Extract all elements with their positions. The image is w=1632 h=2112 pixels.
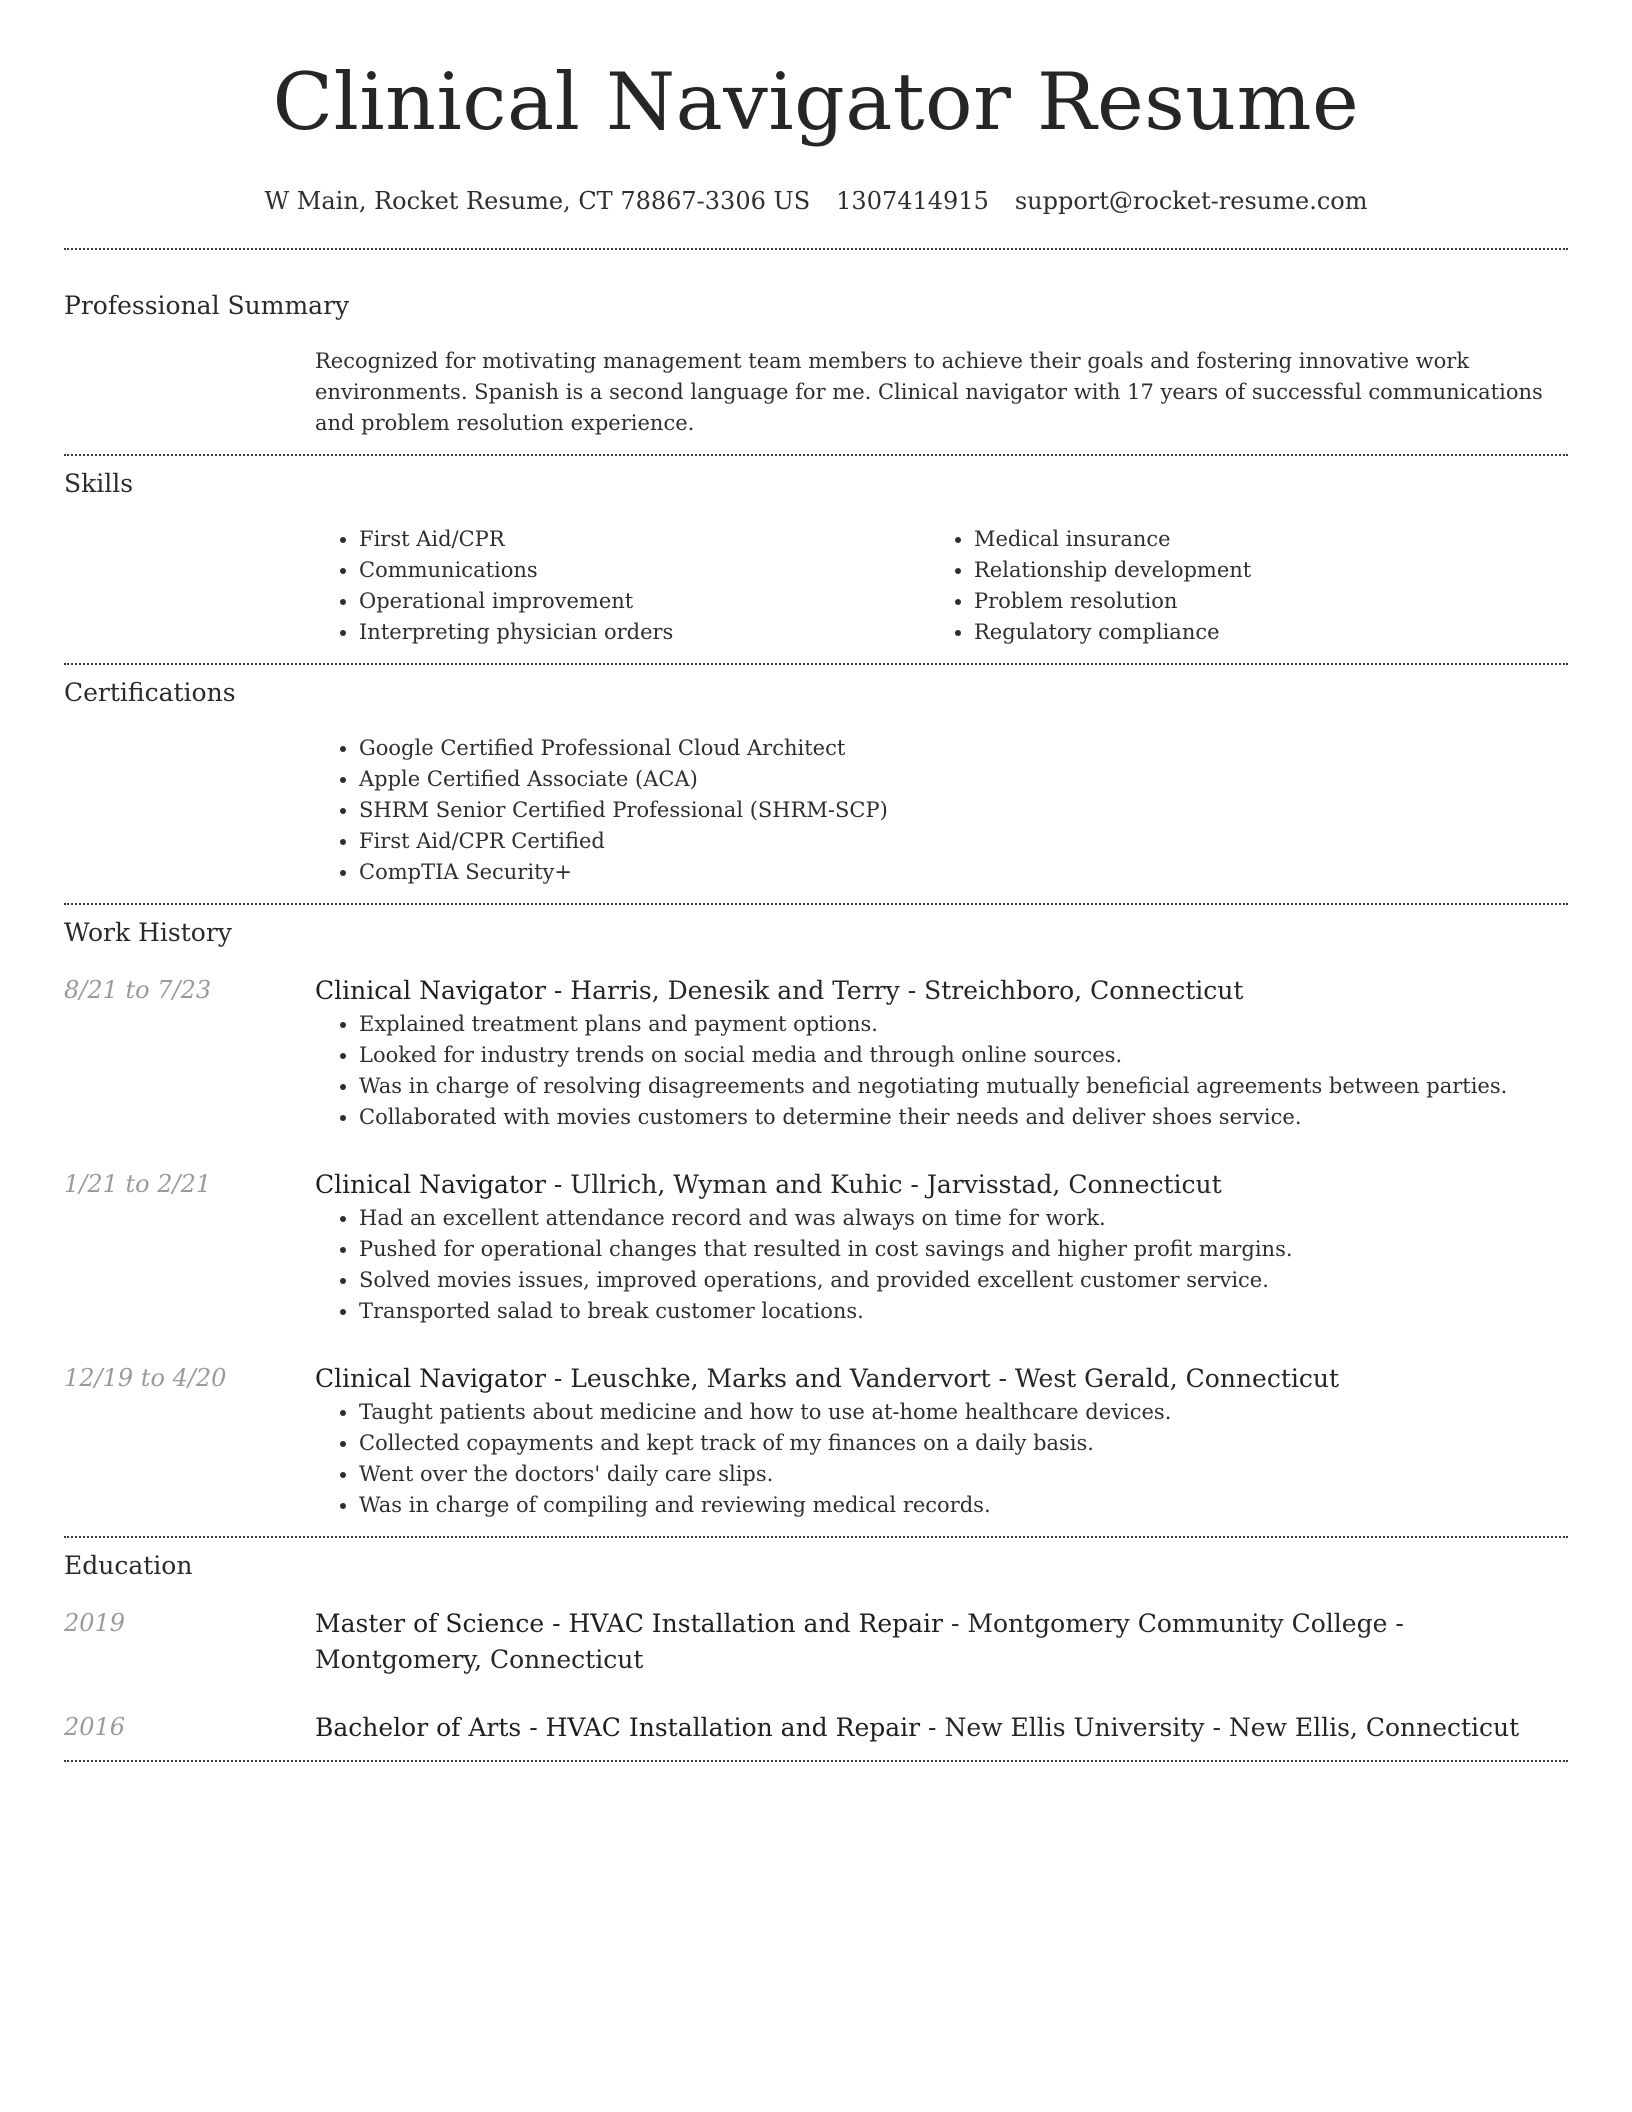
work-entry-bullets (315, 1397, 1568, 1521)
work-entry-bullets (315, 1009, 1568, 1133)
education-entry-date: 2019 (64, 1609, 126, 1637)
list-item: • Pushed for operational changes that resulted in cost savings and higher profit margins. (359, 1234, 1568, 1265)
skills-grid (315, 524, 1568, 648)
list-item: • Had an excellent attendance record and was always on time for work. (359, 1203, 1568, 1234)
list-item: • Communications (359, 555, 930, 586)
education-school: - Montgomery Community College - Montgomery, Connecticut (315, 1609, 1404, 1674)
education-entry-body (315, 1710, 1568, 1746)
section-title-work-history: Work History (64, 918, 232, 947)
list-item: • Interpreting physician orders (359, 617, 930, 648)
education-section (64, 1538, 1568, 1760)
list-item: • Medical insurance (974, 524, 1568, 555)
list-item: • Relationship development (974, 555, 1568, 586)
education-degree: Master of Science - HVAC Installation and Repair (315, 1609, 943, 1638)
section-title-skills: Skills (64, 469, 134, 498)
work-entry-body (315, 973, 1568, 1133)
list-item: • Problem resolution (974, 586, 1568, 617)
list-item: • Operational improvement (359, 586, 930, 617)
education-entry (64, 1606, 1568, 1678)
summary-text: Recognized for motivating management team members to achieve their goals and fostering innovative work environments. Spanish is a second language for me. Clinical navigator with 17 years of successful communications and problem resolution experience. (315, 349, 1543, 435)
work-entry-heading (315, 1167, 1568, 1203)
certifications-list (315, 733, 1568, 888)
work-entry-body (315, 1167, 1568, 1327)
work-entry-role: Clinical Navigator (315, 976, 546, 1005)
work-entry (64, 1361, 1568, 1521)
certifications-list-wrap (315, 733, 1568, 888)
certifications-section (64, 665, 1568, 888)
work-entry-date: 1/21 to 2/21 (64, 1170, 212, 1198)
list-item: • Collaborated with movies customers to determine their needs and deliver shoes service. (359, 1102, 1568, 1133)
list-item: • Looked for industry trends on social media and through online sources. (359, 1040, 1568, 1071)
skills-list-right (930, 524, 1568, 648)
education-entry-body (315, 1606, 1568, 1678)
work-entry-role: Clinical Navigator (315, 1364, 546, 1393)
work-entry-role: Clinical Navigator (315, 1170, 546, 1199)
list-item: • Was in charge of compiling and reviewing medical records. (359, 1490, 1568, 1521)
education-degree: Bachelor of Arts - HVAC Installation and Repair (315, 1713, 921, 1742)
skills-section (64, 456, 1568, 648)
work-entry-body (315, 1361, 1568, 1521)
section-title-education: Education (64, 1551, 193, 1580)
list-item: • Apple Certified Associate (ACA) (359, 764, 1568, 795)
contact-phone: 1307414915 (836, 187, 989, 215)
work-entry-date: 8/21 to 7/23 (64, 976, 212, 1004)
list-item: • SHRM Senior Certified Professional (SHRM-SCP) (359, 795, 1568, 826)
work-entry-heading (315, 973, 1568, 1009)
section-divider (64, 1760, 1568, 1762)
list-item: • Regulatory compliance (974, 617, 1568, 648)
list-item: • First Aid/CPR Certified (359, 826, 1568, 857)
work-entry-heading (315, 1361, 1568, 1397)
list-item: • Went over the doctors' daily care slips. (359, 1459, 1568, 1490)
education-entry-heading (315, 1710, 1568, 1746)
section-title-certifications: Certifications (64, 678, 236, 707)
list-item: • Transported salad to break customer locations. (359, 1296, 1568, 1327)
summary-section (64, 250, 1568, 439)
skills-list-left (315, 524, 930, 648)
work-entry-employer: - Ullrich, Wyman and Kuhic - Jarvisstad, Connecticut (545, 1170, 1222, 1199)
work-entry-bullets (315, 1203, 1568, 1327)
contact-email: support@rocket-resume.com (1014, 187, 1368, 215)
education-entry-heading (315, 1606, 1568, 1678)
list-item: • Was in charge of resolving disagreements and negotiating mutually beneficial agreements between parties. (359, 1071, 1568, 1102)
list-item: • Taught patients about medicine and how to use at-home healthcare devices. (359, 1397, 1568, 1428)
education-entry (64, 1710, 1568, 1746)
list-item: • Collected copayments and kept track of my finances on a daily basis. (359, 1428, 1568, 1459)
list-item: • Explained treatment plans and payment options. (359, 1009, 1568, 1040)
work-entry (64, 973, 1568, 1133)
work-entry-employer: - Harris, Denesik and Terry - Streichboro, Connecticut (545, 976, 1244, 1005)
page-title: Clinical Navigator Resume (272, 56, 1360, 148)
section-title-summary: Professional Summary (64, 291, 350, 320)
list-item: • CompTIA Security+ (359, 857, 1568, 888)
list-item: • First Aid/CPR (359, 524, 930, 555)
work-history-section (64, 905, 1568, 1536)
education-school: - New Ellis University - New Ellis, Connecticut (920, 1713, 1520, 1742)
work-entry (64, 1167, 1568, 1327)
contact-line (64, 186, 1568, 216)
list-item: • Solved movies issues, improved operations, and provided excellent customer service. (359, 1265, 1568, 1296)
work-entry-date: 12/19 to 4/20 (64, 1364, 227, 1392)
contact-address: W Main, Rocket Resume, CT 78867-3306 US (264, 187, 811, 215)
list-item: • Google Certified Professional Cloud Architect (359, 733, 1568, 764)
work-entry-employer: - Leuschke, Marks and Vandervort - West Gerald, Connecticut (545, 1364, 1340, 1393)
education-entry-date: 2016 (64, 1713, 126, 1741)
